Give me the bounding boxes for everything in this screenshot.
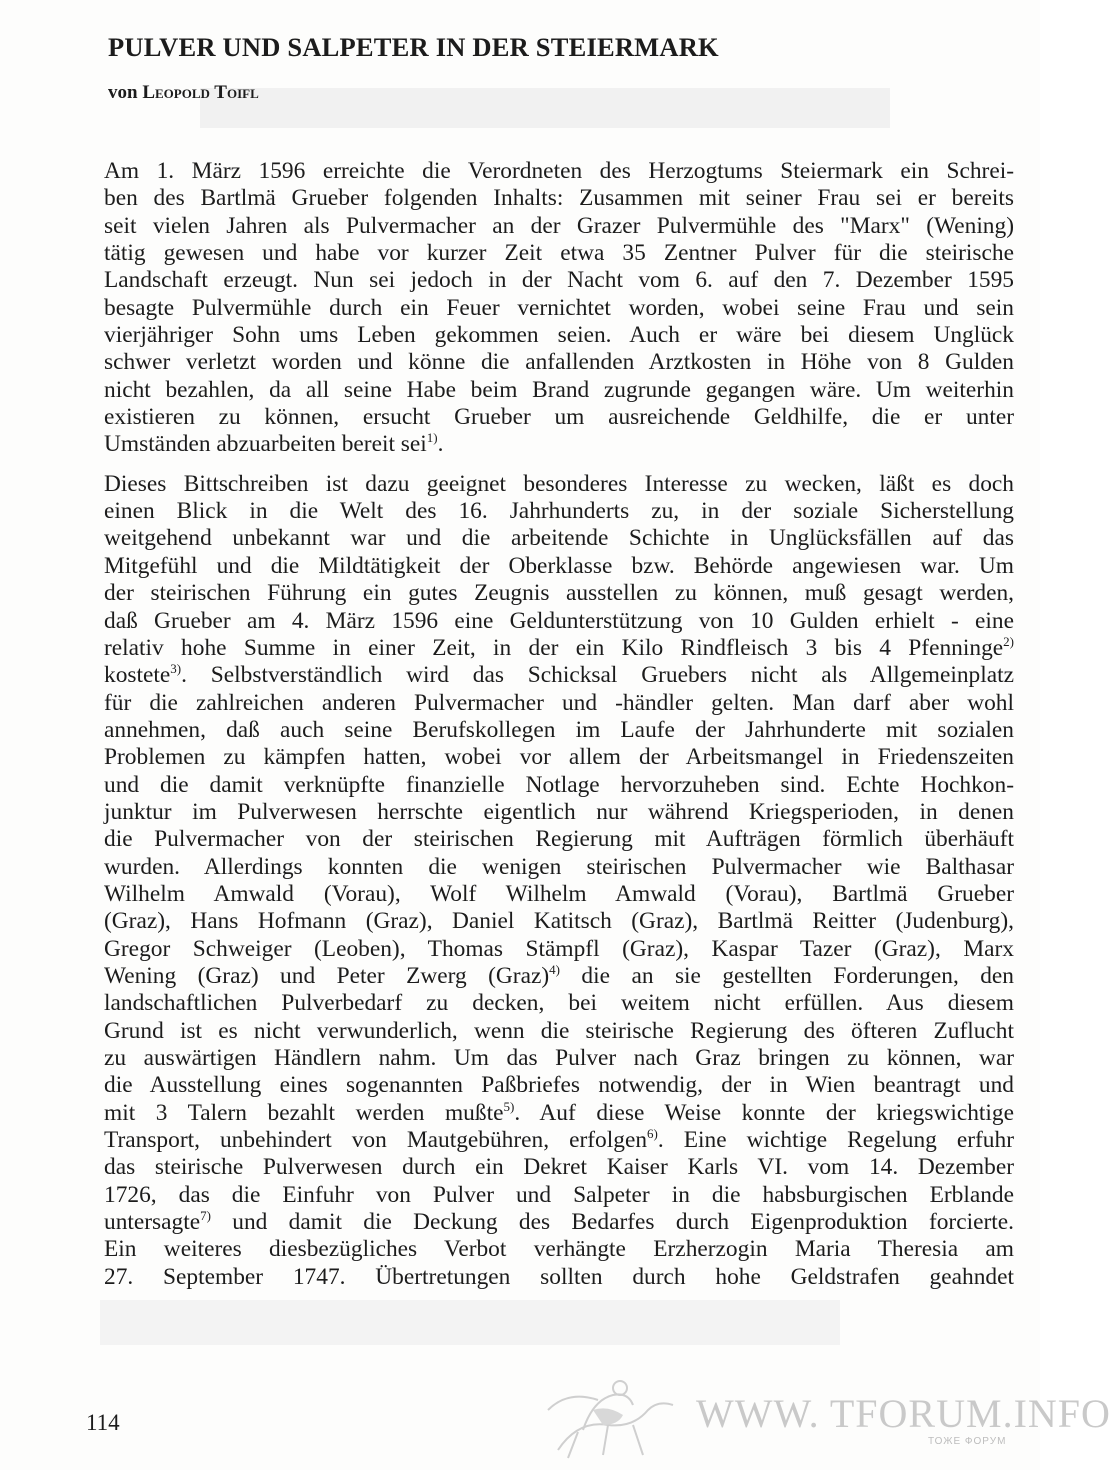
text-line: Am 1. März 1596 erreichte die Verordneten des Herzogtums Steiermark ein Schrei- [104, 158, 1014, 184]
article-author [108, 82, 259, 104]
text-line: tätig gewesen und habe vor kurzer Zeit etwa 35 Zentner Pulver für die steirische [104, 240, 1014, 267]
text-line: die Pulvermacher von der steirischen Regierung mit Aufträgen förmlich überhäuft [104, 826, 1014, 853]
text-line: nicht bezahlen, da all seine Habe beim Brand zugrunde gegangen wäre. Um weiterhin [104, 376, 1014, 403]
text-line: einen Blick in die Welt des 16. Jahrhunderts zu, in der soziale Sicherstellung [104, 498, 1014, 525]
text-line: existieren zu können, ersucht Grueber um ausreichende Geldhilfe, die er unter [104, 404, 1014, 431]
text-line: Problemen zu kämpfen hatten, wobei vor allem der Arbeitsmangel in Friedenszeiten [104, 744, 1014, 771]
text-line: annehmen, daß auch seine Berufskollegen im Laufe der Jahrhunderte mit sozialen [104, 716, 1014, 743]
text-line: das steirische Pulverwesen durch ein Dekret Kaiser Karls VI. vom 14. Dezember [104, 1154, 1014, 1181]
text-line [104, 1127, 1014, 1154]
line-text: . Eine wichtige Regelung erfuhr [657, 1127, 1014, 1154]
text-line: seit vielen Jahren als Pulvermacher an der Grazer Pulvermühle des "Marx" (Wening) [104, 212, 1014, 239]
line-text: Wening (Graz) und Peter Zwerg (Graz) [104, 962, 550, 989]
text-line: ben des Bartlmä Grueber folgenden Inhalts: Zusammen mit seiner Frau sei er bereits [104, 185, 1014, 212]
text-line [104, 963, 1014, 990]
text-line: weitgehend unbekannt war und die arbeitende Schichte in Unglücksfällen auf das [104, 525, 1014, 552]
text-line: Mitgefühl und die Mildtätigkeit der Oberklasse bzw. Behörde angewiesen war. Um [104, 552, 1014, 579]
footnote-marker[interactable]: 3) [170, 661, 182, 677]
text-line: 27. September 1747. Übertretungen sollten durch hohe Geldstrafen geahndet [104, 1263, 1014, 1290]
author-prefix: von [108, 82, 143, 103]
text-line: der steirischen Führung ein gutes Zeugnis ausstellen zu können, muß gesagt werden, [104, 580, 1014, 607]
text-line [104, 431, 1014, 458]
text-line: 1726, das die Einfuhr von Pulver und Salpeter in die habsburgischen Erblande [104, 1181, 1014, 1208]
text-line [104, 1209, 1014, 1236]
watermark-subtext: ТОЖЕ ФОРУМ [928, 1436, 1007, 1447]
text-line: Ein weiteres diesbezügliches Verbot verhängte Erzherzogin Maria Theresia am [104, 1236, 1014, 1263]
line-text: die an sie gestellten Forderungen, den [560, 962, 1015, 989]
footnote-marker[interactable]: 2) [1003, 633, 1014, 649]
article-body [104, 158, 1014, 1291]
text-line: zu auswärtigen Händlern nahm. Um das Pulver nach Graz bringen zu können, war [104, 1045, 1014, 1071]
footnote-marker[interactable]: 1) [426, 430, 438, 446]
text-line: für die zahlreichen anderen Pulvermacher und -händler gelten. Man darf aber wohl [104, 689, 1014, 716]
text-line [104, 662, 1014, 689]
article-title: PULVER UND SALPETER IN DER STEIERMARK [108, 32, 719, 62]
bleed-through-shadow [200, 88, 890, 128]
paragraph-1 [104, 158, 1014, 459]
text-line: Wilhelm Amwald (Vorau), Wolf Wilhelm Amwald (Vorau), Bartlmä Grueber [104, 880, 1014, 907]
text-line: wurden. Allerdings konnten die wenigen steirischen Pulvermacher wie Balthasar [104, 853, 1014, 880]
footnote-marker[interactable]: 4) [549, 961, 560, 977]
line-text: und damit die Deckung des Bedarfes durch Eigenproduktion forcierte. [210, 1209, 1014, 1236]
footnote-marker[interactable]: 5) [503, 1098, 515, 1114]
text-line: vierjähriger Sohn ums Leben gekommen seien. Auch er wäre bei diesem Unglück [104, 322, 1014, 349]
line-text: Transport, unbehindert von Mautgebühren, erfolgen [104, 1127, 648, 1154]
text-line: Landschaft erzeugt. Nun sei jedoch in der Nacht vom 6. auf den 7. Dezember 1595 [104, 267, 1014, 294]
rider-logo-icon [538, 1370, 688, 1465]
line-text: . Selbstverständlich wird das Schicksal Gruebers nicht als Allgemeinplatz [181, 662, 1014, 689]
footnote-marker[interactable]: 6) [647, 1126, 658, 1142]
bleed-through-shadow [100, 1300, 840, 1345]
line-text: mit 3 Talern bezahlt werden mußte [104, 1099, 504, 1126]
text-line [104, 1100, 1014, 1127]
text-line: Gregor Schweiger (Leoben), Thomas Stämpfl (Graz), Kaspar Tazer (Graz), Marx [104, 935, 1014, 962]
line-text: . [437, 431, 444, 458]
text-line: die Ausstellung eines sogenannten Paßbriefes notwendig, der in Wien beantragt und [104, 1072, 1014, 1099]
text-line: Dieses Bittschreiben ist dazu geeignet besonderes Interesse zu wecken, läßt es doch [104, 470, 1014, 497]
text-line: und die damit verknüpfte finanzielle Notlage hervorzuheben sind. Echte Hochkon- [104, 771, 1014, 798]
line-text: untersagte [104, 1209, 201, 1236]
text-line: schwer verletzt worden und könne die anfallenden Arztkosten in Höhe von 8 Gulden [104, 349, 1014, 376]
text-line [104, 635, 1014, 662]
text-line: landschaftlichen Pulverbedarf zu decken, bei weitem nicht erfüllen. Aus diesem [104, 990, 1014, 1017]
text-line: junktur im Pulverwesen herrschte eigentlich nur während Kriegsperioden, in denen [104, 798, 1014, 825]
text-line: (Graz), Hans Hofmann (Graz), Daniel Katitsch (Graz), Bartlmä Reitter (Judenburg), [104, 908, 1014, 935]
line-text: kostete [104, 662, 171, 689]
watermark [538, 1370, 1111, 1465]
text-line: daß Grueber am 4. März 1596 eine Geldunterstützung von 10 Gulden erhielt - eine [104, 607, 1014, 634]
paragraph-2 [104, 471, 1014, 1291]
watermark-text: WWW. TFORUM.INFO [696, 1391, 1111, 1436]
line-text: Umständen abzuarbeiten bereit sei [104, 431, 427, 458]
author-name: Leopold Toifl [142, 82, 259, 103]
footnote-marker[interactable]: 7) [200, 1208, 211, 1224]
line-text: . Auf diese Weise konnte der kriegswichtige [514, 1099, 1014, 1126]
text-line: Grund ist es nicht verwunderlich, wenn die steirische Regierung des öfteren Zuflucht [104, 1017, 1014, 1044]
text-line: besagte Pulvermühle durch ein Feuer vernichtet worden, wobei seine Frau und sein [104, 294, 1014, 321]
line-text: relativ hohe Summe in einer Zeit, in der ein Kilo Rindfleisch 3 bis 4 Pfenninge [104, 634, 1004, 661]
page-number: 114 [86, 1410, 120, 1435]
